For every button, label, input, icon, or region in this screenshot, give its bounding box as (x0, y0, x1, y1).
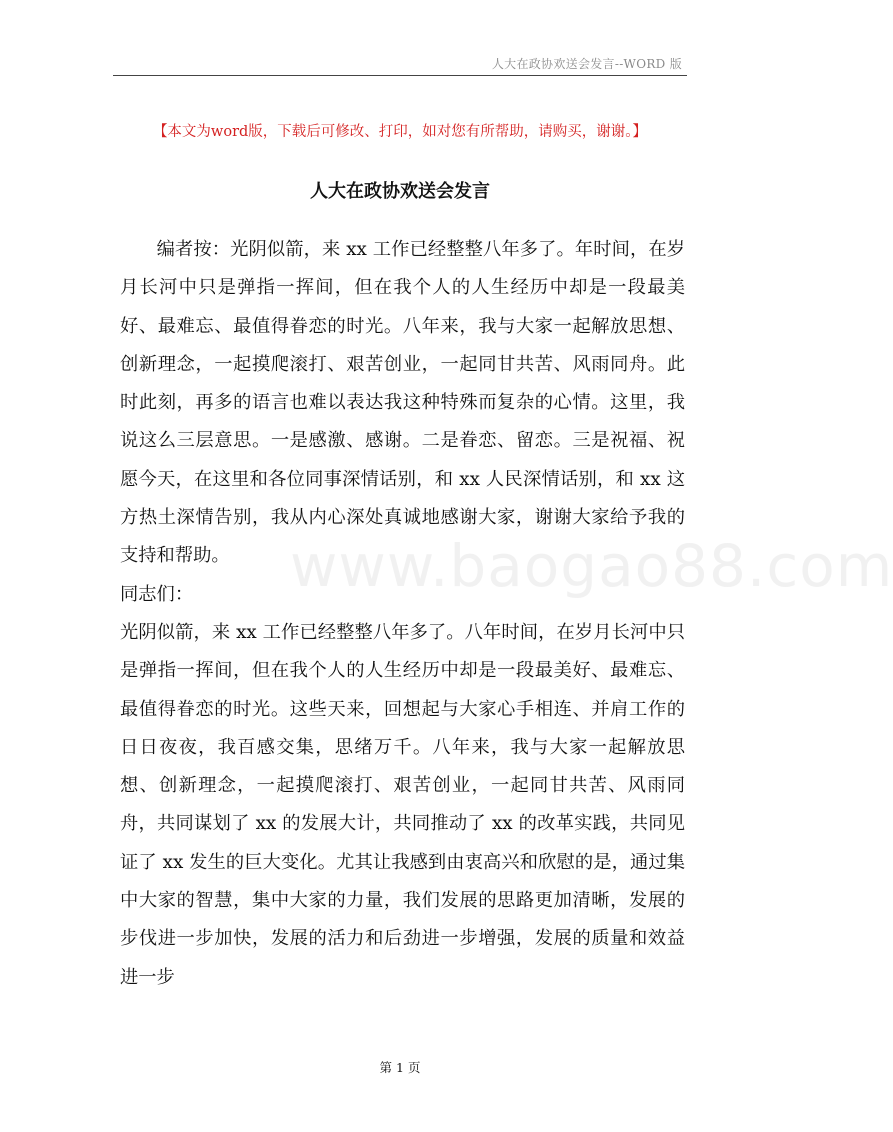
page-number: 第 1 页 (379, 1060, 421, 1075)
running-header: 人大在政协欢送会发言--WORD 版 (491, 57, 682, 71)
document-title: 人大在政协欢送会发言 (310, 181, 490, 202)
purchase-notice: 【本文为word版，下载后可修改、打印，如对您有所帮助，请购买，谢谢。】 (152, 124, 648, 140)
editor-note-paragraph: 编者按：光阴似箭，来 xx 工作已经整整八年多了。年时间，在岁月长河中只是弹指一挥间，但在我个人的人生经历中却是一段最美好、最难忘、最值得眷恋的时光。八年来，我与大家一起解放思想、创新理念，一起摸爬滚打、艰苦创业，一起同甘共苦、风雨同舟。此时此刻，再多的语言也难以表达我这种特殊而复杂的心情。这里，我说这么三层意思。一是感激、感谢。二是眷恋、留恋。三是祝福、祝愿今天，在这里和各位同事深情话别，和 xx 人民深情话别，和 xx 这方热土深情告别，我从内心深处真诚地感谢大家，谢谢大家给予我的支持和帮助。 (120, 239, 685, 567)
body-paragraph: 光阴似箭，来 xx 工作已经整整八年多了。八年时间，在岁月长河中只是弹指一挥间，但在我个人的人生经历中却是一段最美好、最难忘、最值得眷恋的时光。这些天来，回想起与大家心手相连、并肩工作的日日夜夜，我百感交集，思绪万千。八年来，我与大家一起解放思想、创新理念，一起摸爬滚打、艰苦创业，一起同甘共苦、风雨同舟，共同谋划了 xx 的发展大计，共同推动了 xx 的改革实践，共同见证了 xx 发生的巨大变化。尤其让我感到由衷高兴和欣慰的是，通过集中大家的智慧，集中大家的力量，我们发展的思路更加清晰，发展的步伐进一步加快，发展的活力和后劲进一步增强，发展的质量和效益进一步 (120, 621, 685, 988)
header-divider (113, 75, 687, 76)
watermark: www.baogao88.com (290, 532, 893, 600)
salutation-paragraph: 同志们： (120, 583, 194, 605)
document-body (120, 231, 685, 997)
